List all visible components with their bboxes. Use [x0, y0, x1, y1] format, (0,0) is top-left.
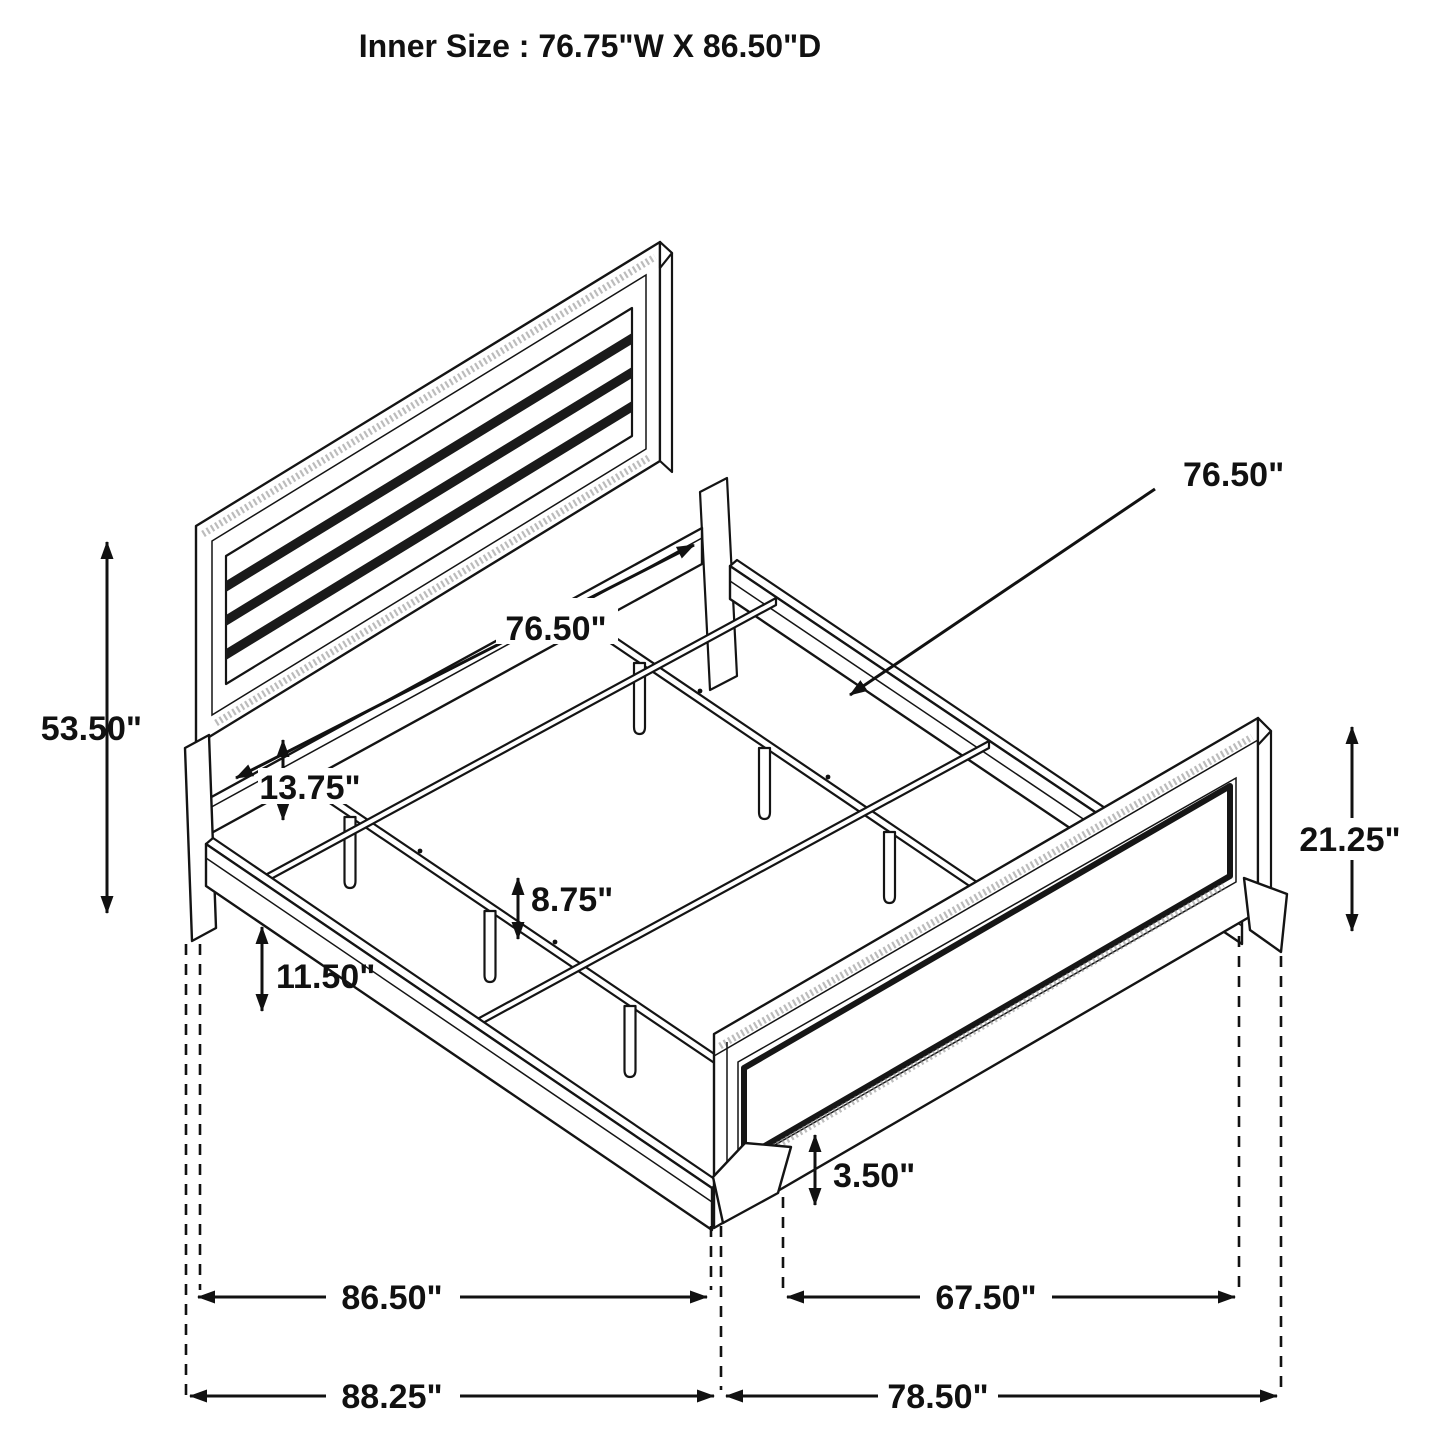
support-leg — [485, 911, 496, 982]
dim-slat-rail-length — [850, 456, 1284, 695]
screw-dot — [553, 940, 558, 945]
support-leg — [759, 748, 770, 819]
diagram-title: Inner Size : 76.75"W X 86.50"D — [358, 28, 822, 64]
dim-label: 53.50" — [40, 710, 142, 748]
footboard — [713, 718, 1287, 1228]
dim-label: 76.50" — [505, 610, 607, 648]
dim-overall-width — [726, 1378, 1277, 1416]
dim-label: 3.50" — [833, 1157, 916, 1195]
dim-footboard-span — [787, 1279, 1235, 1317]
dim-label: 86.50" — [341, 1279, 443, 1317]
dim-label: 88.25" — [341, 1378, 443, 1416]
headboard-panel-side-face — [660, 242, 672, 472]
dim-label: 76.50" — [1183, 456, 1285, 494]
leader-line — [850, 489, 1155, 695]
dim-label: 78.50" — [887, 1378, 989, 1416]
footboard-right-foot — [1244, 878, 1287, 952]
side-rail-front — [206, 838, 719, 1230]
screw-dot — [418, 849, 423, 854]
dim-inner-depth — [198, 1279, 707, 1317]
dim-label: 11.50" — [276, 958, 376, 996]
dim-overall-depth — [190, 1378, 714, 1416]
screw-dot — [826, 775, 831, 780]
dim-label: 8.75" — [531, 881, 614, 919]
screw-dot — [698, 689, 703, 694]
dim-headboard-height — [41, 542, 142, 913]
support-leg — [625, 1006, 636, 1077]
dim-label: 21.25" — [1299, 821, 1401, 859]
dim-label: 13.75" — [259, 769, 361, 807]
dim-label: 67.50" — [935, 1279, 1037, 1317]
dim-footboard-height — [1296, 727, 1404, 931]
headboard — [185, 242, 737, 941]
support-leg — [884, 832, 895, 903]
